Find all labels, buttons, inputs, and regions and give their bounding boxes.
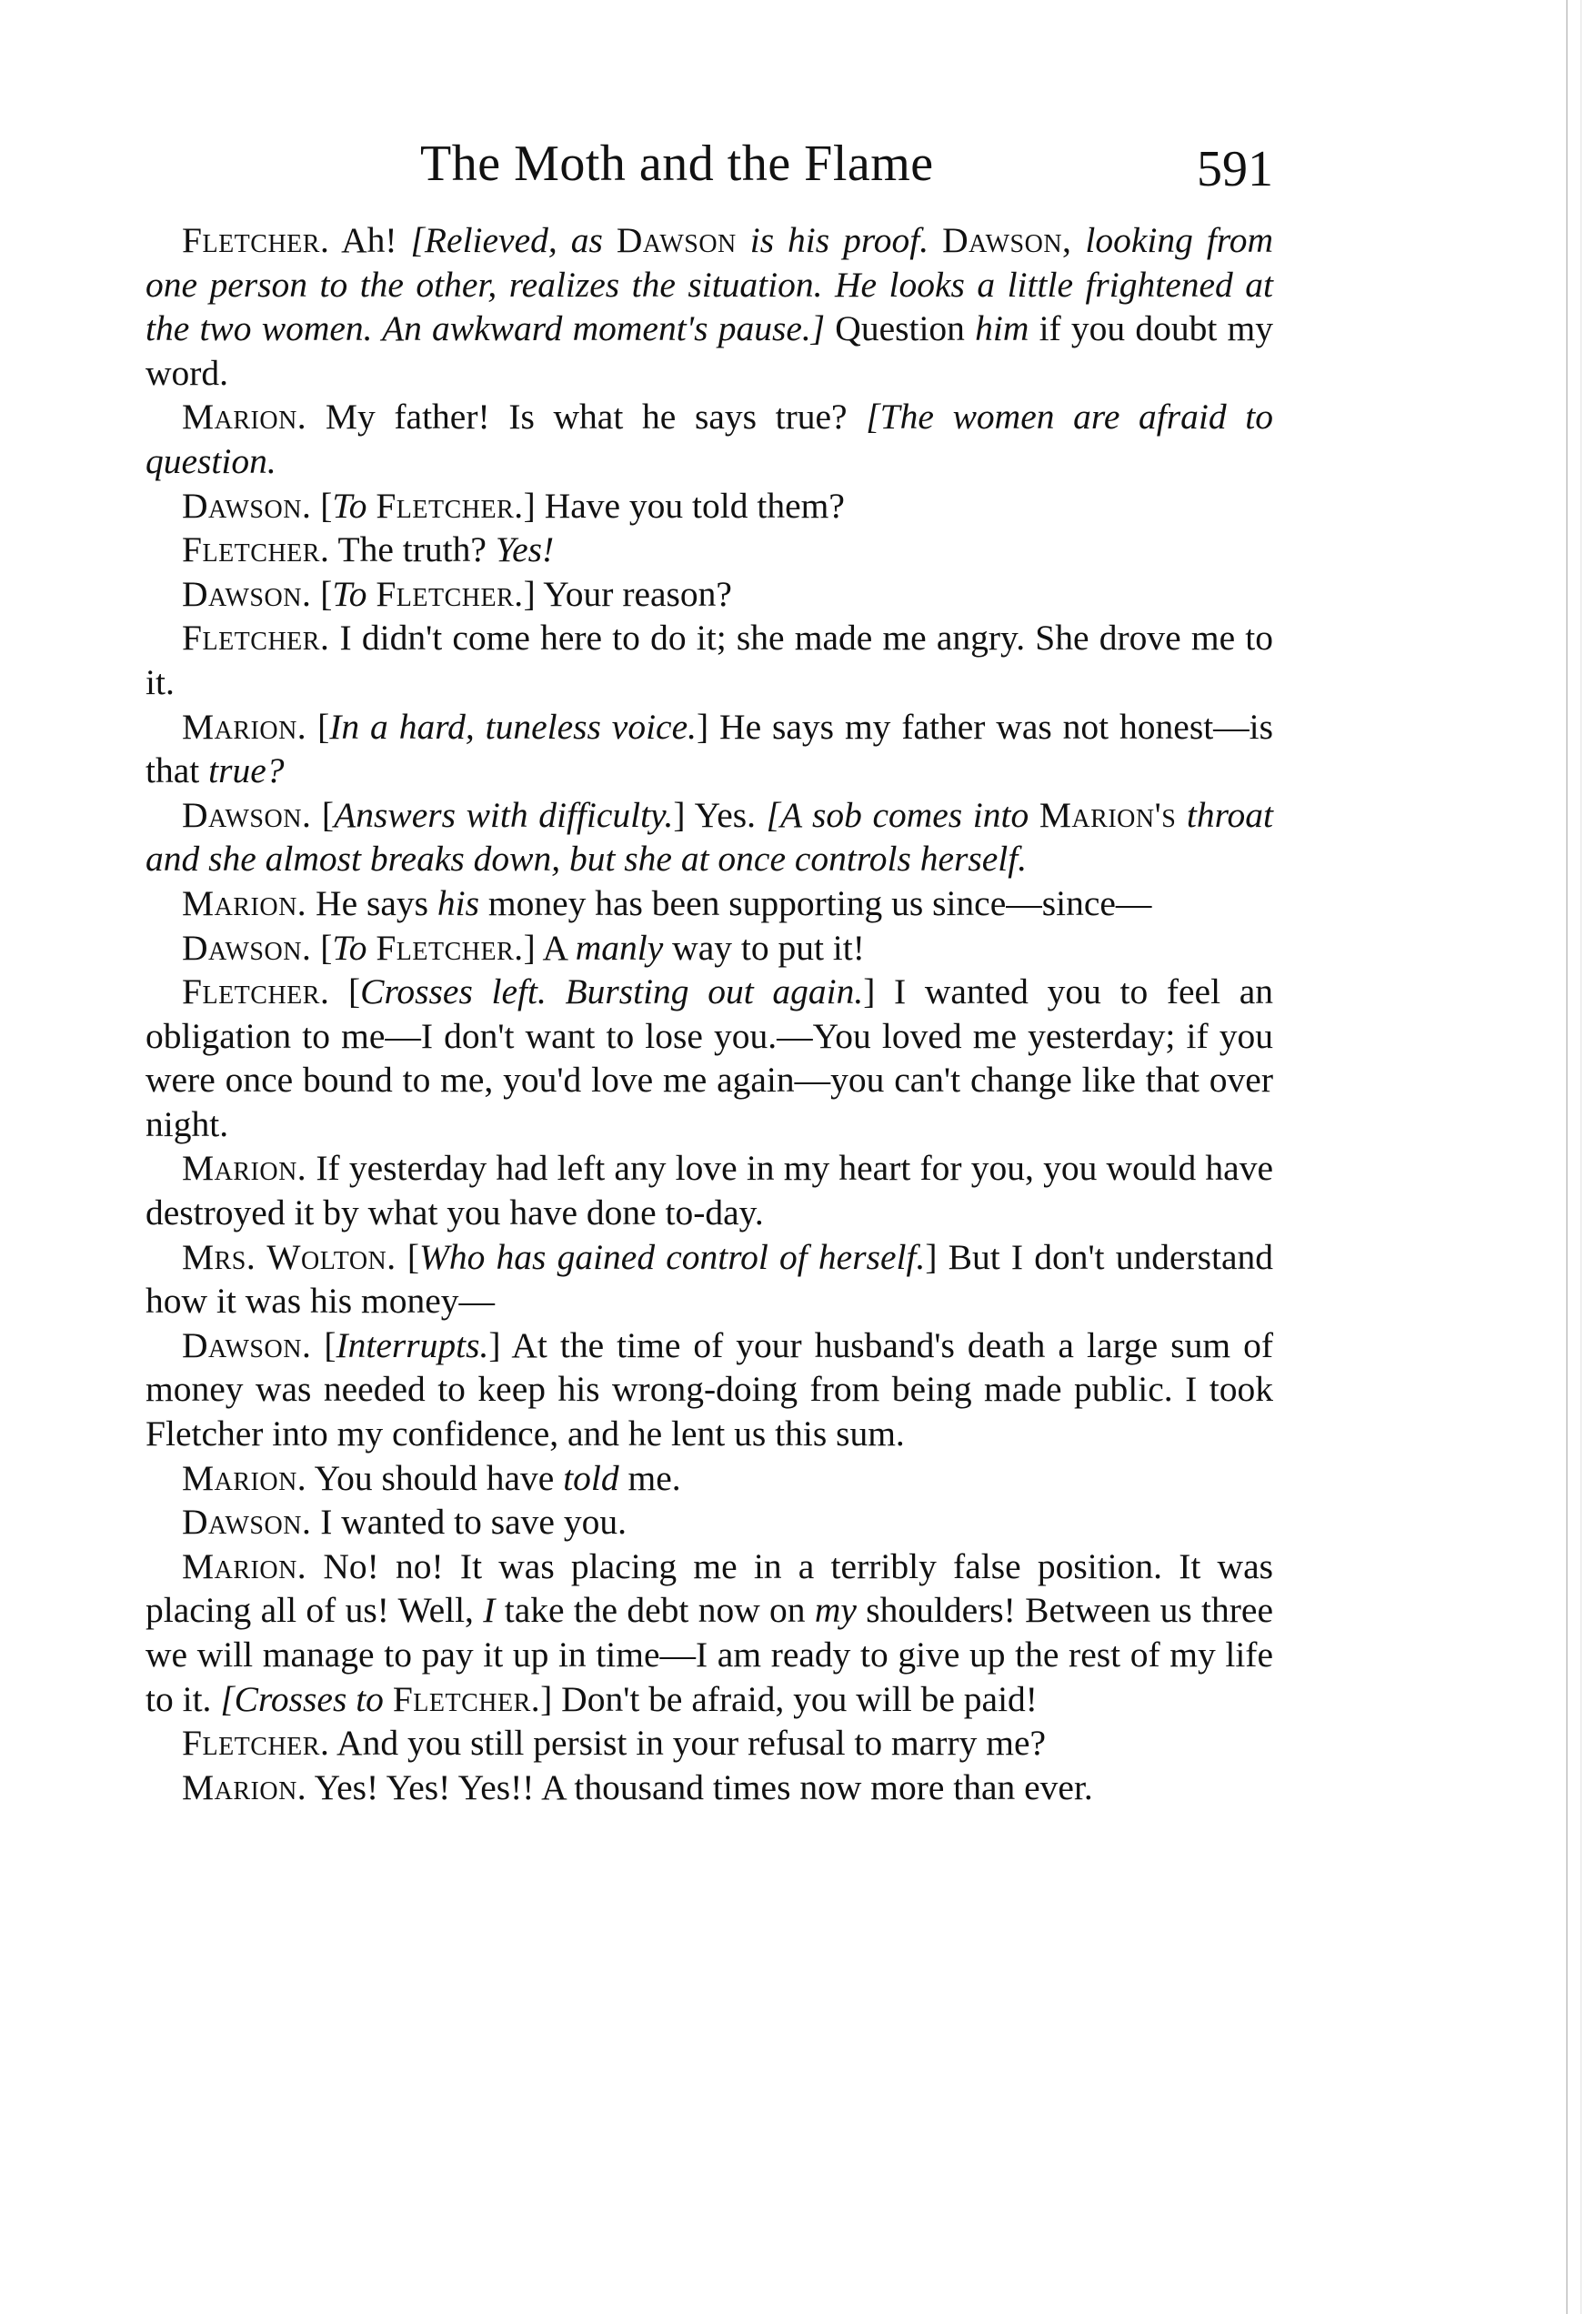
dialogue-text: ] A <box>523 927 576 968</box>
stage-direction: In a hard, tuneless voice. <box>329 706 697 747</box>
speaker-name: Fletcher. <box>182 618 330 659</box>
page-header <box>0 135 1596 207</box>
stage-direction: Yes! <box>495 529 555 570</box>
dialogue-text: [ <box>311 927 333 968</box>
dialogue-text: ] But I don't understand how it was his money— <box>146 1236 1274 1322</box>
stage-direction: [Relieved, as <box>410 220 617 260</box>
stage-direction: Answers with difficulty. <box>334 794 674 835</box>
stage-direction: Interrupts. <box>336 1324 489 1365</box>
dialogue-text: [ <box>311 573 333 614</box>
speaker-name: Dawson. <box>182 927 312 968</box>
stage-direction: told <box>563 1457 619 1498</box>
dialogue-paragraph <box>146 1323 1273 1456</box>
dialogue-paragraph <box>146 484 1273 528</box>
dialogue-text: ] Don't be afraid, you will be paid! <box>540 1678 1038 1719</box>
speaker-name: Fletcher. <box>182 1723 330 1764</box>
speaker-name: Dawson <box>616 220 737 260</box>
speaker-name: Dawson. <box>182 1502 312 1543</box>
page-number: 591 <box>1197 141 1273 197</box>
dialogue-text: [ <box>329 971 361 1012</box>
speaker-name: Marion. <box>182 397 307 438</box>
stage-direction: To <box>332 573 376 614</box>
speaker-name: Fletcher. <box>182 529 330 570</box>
speaker-name: Fletcher. <box>392 1678 541 1719</box>
stage-direction: I <box>483 1590 496 1631</box>
play-dialogue <box>146 218 1273 1809</box>
speaker-name: Fletcher. <box>182 971 330 1012</box>
stage-direction: him <box>975 308 1029 349</box>
page-edge-line <box>1566 0 1568 2314</box>
dialogue-paragraph <box>146 1766 1273 1810</box>
dialogue-text: [ <box>311 1324 336 1365</box>
dialogue-text: money has been supporting us since—since— <box>479 882 1152 923</box>
speaker-name: Dawson. <box>182 485 312 526</box>
dialogue-paragraph <box>146 1721 1273 1766</box>
stage-direction: [Crosses to <box>220 1678 393 1719</box>
dialogue-text: [ <box>311 794 335 835</box>
dialogue-text: [ <box>396 1236 419 1277</box>
dialogue-text: ] Have you told them? <box>523 485 845 526</box>
stage-direction: his <box>437 882 479 923</box>
speaker-name: Mrs. Wolton. <box>182 1236 396 1277</box>
dialogue-paragraph <box>146 616 1273 704</box>
dialogue-text: me. <box>618 1457 681 1498</box>
speaker-name: Dawson, <box>942 220 1072 260</box>
speaker-name: Fletcher. <box>376 927 524 968</box>
dialogue-paragraph <box>146 793 1273 881</box>
dialogue-text: My father! Is what he says true? <box>306 397 867 438</box>
stage-direction: manly <box>575 927 664 968</box>
dialogue-paragraph <box>146 572 1273 617</box>
dialogue-paragraph <box>146 1456 1273 1501</box>
dialogue-paragraph <box>146 218 1273 395</box>
dialogue-paragraph <box>146 1500 1273 1544</box>
dialogue-text: I didn't come here to do it; she made me angry. She drove me to it. <box>146 618 1273 702</box>
dialogue-text: ] Yes. <box>673 794 767 835</box>
dialogue-paragraph <box>146 881 1273 926</box>
dialogue-text: You should have <box>306 1457 564 1498</box>
stage-direction: looking from one person to the other, realizes the situation. He looks a little frightened at the two women. An awkward moment's pause.] <box>146 220 1274 349</box>
dialogue-paragraph <box>146 1544 1273 1721</box>
dialogue-paragraph <box>146 926 1273 971</box>
dialogue-text: if you doubt my word. <box>146 308 1273 393</box>
stage-direction: throat and she almost breaks down, but she at once controls herself. <box>146 794 1274 880</box>
stage-direction: true? <box>208 750 285 791</box>
stage-direction: my <box>814 1590 857 1631</box>
speaker-name: Marion. <box>182 1457 307 1498</box>
speaker-name: Marion's <box>1039 794 1177 835</box>
dialogue-text: I wanted to save you. <box>311 1502 627 1543</box>
dialogue-text: ] At the time of your husband's death a large sum of money was needed to keep his wrong-doing from being made public. I took Fletcher into my confidence, and he lent us this sum. <box>146 1324 1273 1454</box>
dialogue-paragraph <box>146 970 1273 1146</box>
speaker-name: Dawson. <box>182 573 312 614</box>
speaker-name: Fletcher. <box>376 485 524 526</box>
speaker-name: Marion. <box>182 1148 307 1189</box>
speaker-name: Dawson. <box>182 794 312 835</box>
stage-direction: [The women are afraid to question. <box>146 397 1273 481</box>
speaker-name: Fletcher. <box>376 573 524 614</box>
stage-direction: [A sob comes into <box>766 794 1039 835</box>
dialogue-paragraph <box>146 1146 1273 1234</box>
dialogue-paragraph <box>146 705 1273 793</box>
speaker-name: Marion. <box>182 882 307 923</box>
dialogue-text: ] I wanted you to feel an obligation to me—I don't want to lose you.—You loved me yesterday; if you were once bound to me, you'd love me again—you can't change like that over night. <box>146 971 1274 1144</box>
dialogue-text: Question <box>825 308 976 349</box>
dialogue-paragraph <box>146 395 1273 483</box>
stage-direction: To <box>332 485 376 526</box>
dialogue-text: shoulders! Between us three we will manage to pay it up in time—I am ready to give up the rest of my life to it. <box>146 1590 1273 1719</box>
dialogue-text: take the debt now on <box>495 1590 815 1631</box>
dialogue-text: No! no! It was placing me in a terribly false position. It was placing all of us! Well, <box>146 1545 1273 1631</box>
speaker-name: Fletcher. <box>182 220 330 260</box>
dialogue-text: If yesterday had left any love in my heart for you, you would have destroyed it by what you have done to-day. <box>146 1148 1273 1233</box>
stage-direction: Crosses left. Bursting out again. <box>360 971 864 1012</box>
dialogue-text: [ <box>311 485 333 526</box>
stage-direction: Who has gained control of herself. <box>418 1236 926 1277</box>
running-title: The Moth and the Flame <box>420 136 934 192</box>
stage-direction: To <box>332 927 376 968</box>
speaker-name: Marion. <box>182 1545 307 1586</box>
stage-direction: is his proof. <box>736 220 943 260</box>
dialogue-text: [ <box>306 706 330 747</box>
dialogue-text: The truth? <box>329 529 496 570</box>
dialogue-text: ] Your reason? <box>523 573 732 614</box>
dialogue-text: He says <box>306 882 437 923</box>
dialogue-text: way to put it! <box>663 927 865 968</box>
dialogue-paragraph <box>146 1235 1273 1323</box>
dialogue-text: Ah! <box>329 220 411 260</box>
speaker-name: Dawson. <box>182 1324 312 1365</box>
dialogue-text: Yes! Yes! Yes!! A thousand times now more than ever. <box>306 1766 1093 1807</box>
dialogue-text: ] He says my father was not honest—is that <box>146 706 1274 791</box>
speaker-name: Marion. <box>182 1766 307 1807</box>
dialogue-paragraph <box>146 528 1273 572</box>
dialogue-text: And you still persist in your refusal to marry me? <box>329 1723 1047 1764</box>
speaker-name: Marion. <box>182 706 307 747</box>
